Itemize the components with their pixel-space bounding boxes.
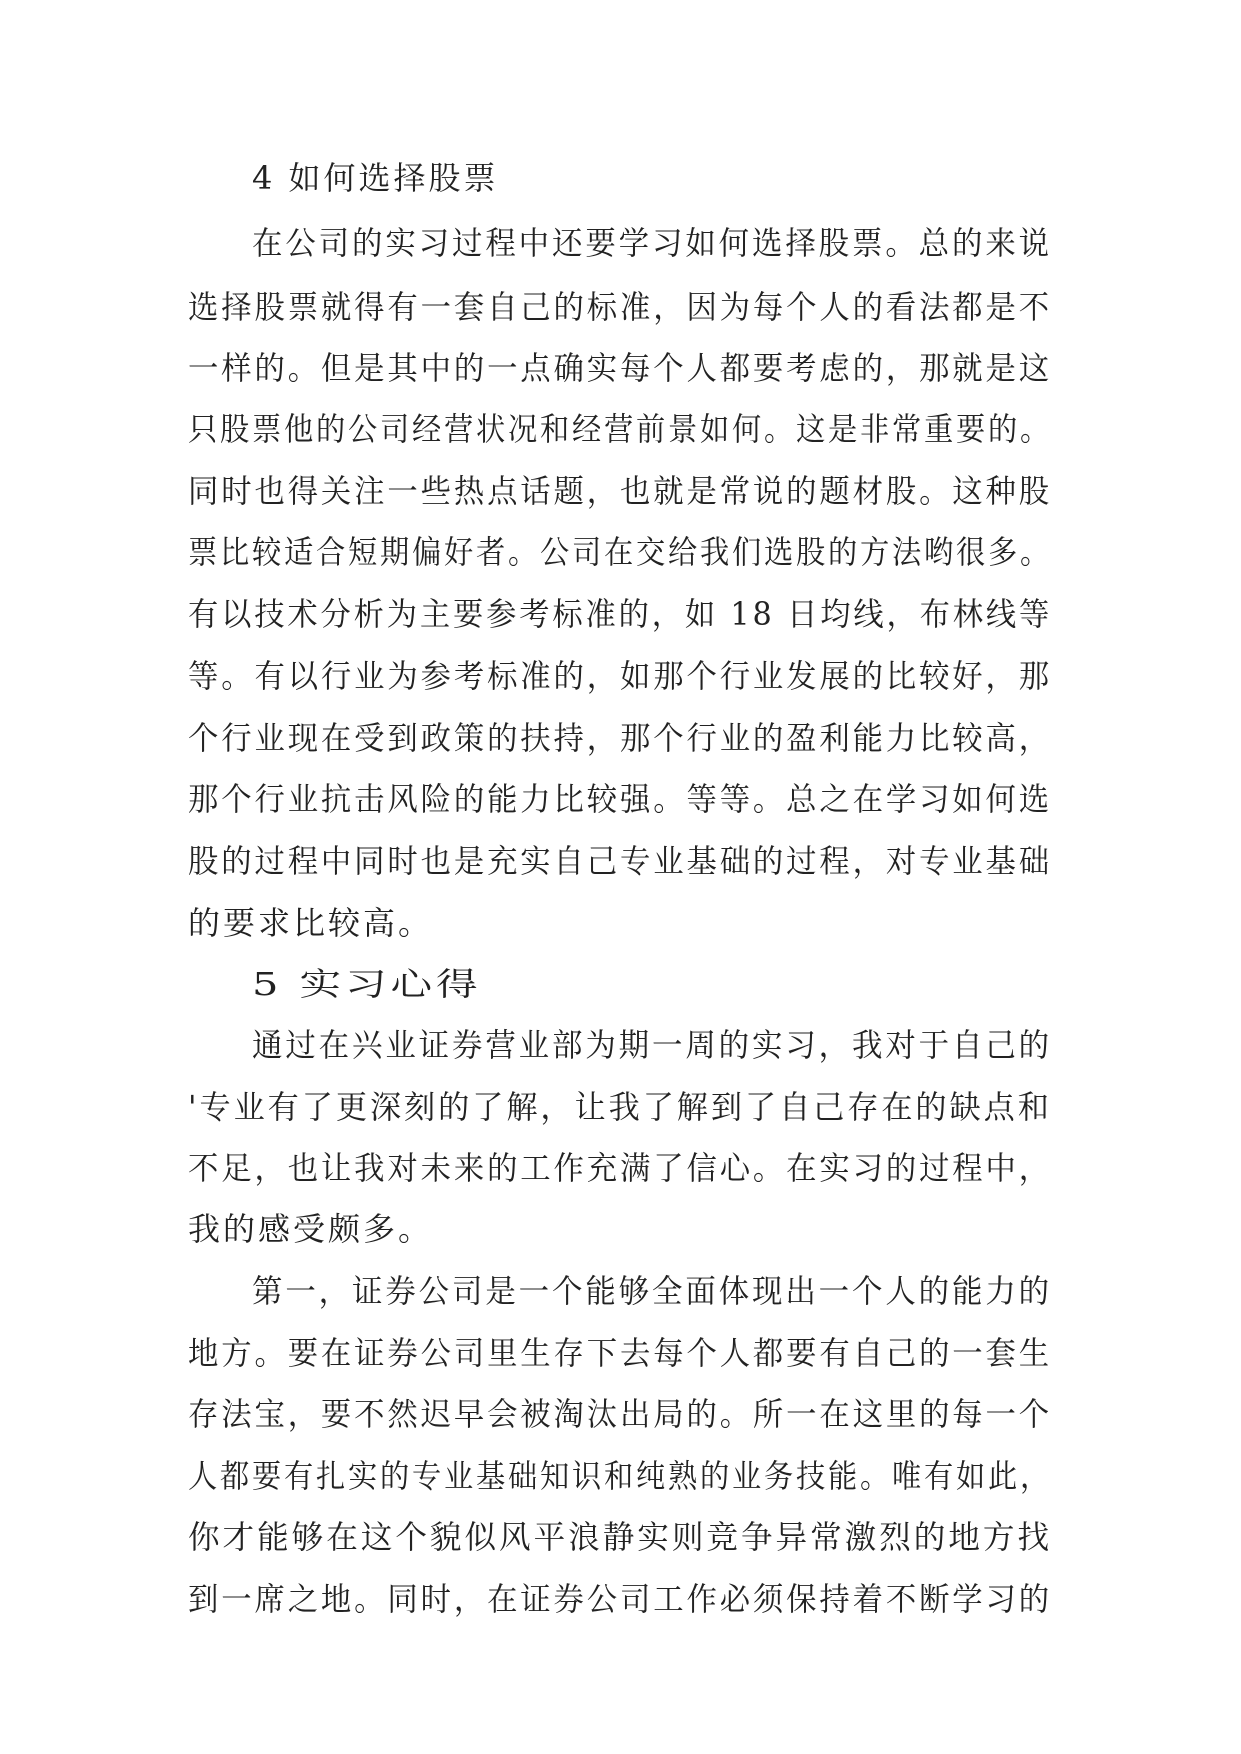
paragraph-line: 票比较适合短期偏好者。公司在交给我们选股的方法哟很多。 xyxy=(188,533,1053,571)
paragraph-line: 通过在兴业证券营业部为期一周的实习，我对于自己的 xyxy=(252,1026,1053,1064)
paragraph-line: 的要求比较高。 xyxy=(188,904,434,942)
paragraph-line: 一样的。但是其中的一点确实每个人都要考虑的，那就是这 xyxy=(188,349,1053,387)
paragraph-line: '专业有了更深刻的了解，让我了解到了自己存在的缺点和 xyxy=(188,1088,1052,1126)
paragraph-line: 我的感受颇多。 xyxy=(188,1210,434,1248)
paragraph-line: 存法宝，要不然迟早会被淘汰出局的。所一在这里的每一个 xyxy=(188,1395,1053,1433)
paragraph-line: 同时也得关注一些热点话题，也就是常说的题材股。这种股 xyxy=(188,472,1053,510)
paragraph-line: 在公司的实习过程中还要学习如何选择股票。总的来说 xyxy=(252,224,1053,262)
paragraph-line: 你才能够在这个貌似风平浪静实则竞争异常激烈的地方找 xyxy=(188,1518,1053,1556)
paragraph-line: 股的过程中同时也是充实自己专业基础的过程，对专业基础 xyxy=(188,842,1053,880)
paragraph-line: 第一，证券公司是一个能够全面体现出一个人的能力的 xyxy=(252,1272,1053,1310)
paragraph-line: 选择股票就得有一套自己的标准，因为每个人的看法都是不 xyxy=(188,288,1053,326)
section-heading: 5 实习心得 xyxy=(252,965,482,1003)
paragraph-line: 有以技术分析为主要参考标准的，如 18 日均线，布林线等 xyxy=(188,595,1053,633)
paragraph-line: 只股票他的公司经营状况和经营前景如何。这是非常重要的。 xyxy=(188,410,1053,448)
paragraph-line: 不足，也让我对未来的工作充满了信心。在实习的过程中， xyxy=(188,1149,1053,1187)
paragraph-line: 那个行业抗击风险的能力比较强。等等。总之在学习如何选 xyxy=(188,780,1053,818)
paragraph-line: 人都要有扎实的专业基础知识和纯熟的业务技能。唯有如此， xyxy=(188,1457,1053,1495)
paragraph-line: 地方。要在证券公司里生存下去每个人都要有自己的一套生 xyxy=(188,1334,1053,1372)
paragraph-line: 等。有以行业为参考标准的，如那个行业发展的比较好，那 xyxy=(188,657,1053,695)
section-heading: 4 如何选择股票 xyxy=(252,159,499,197)
paragraph-line: 个行业现在受到政策的扶持，那个行业的盈利能力比较高， xyxy=(188,719,1053,757)
paragraph-line: 到一席之地。同时，在证券公司工作必须保持着不断学习的 xyxy=(188,1580,1053,1618)
